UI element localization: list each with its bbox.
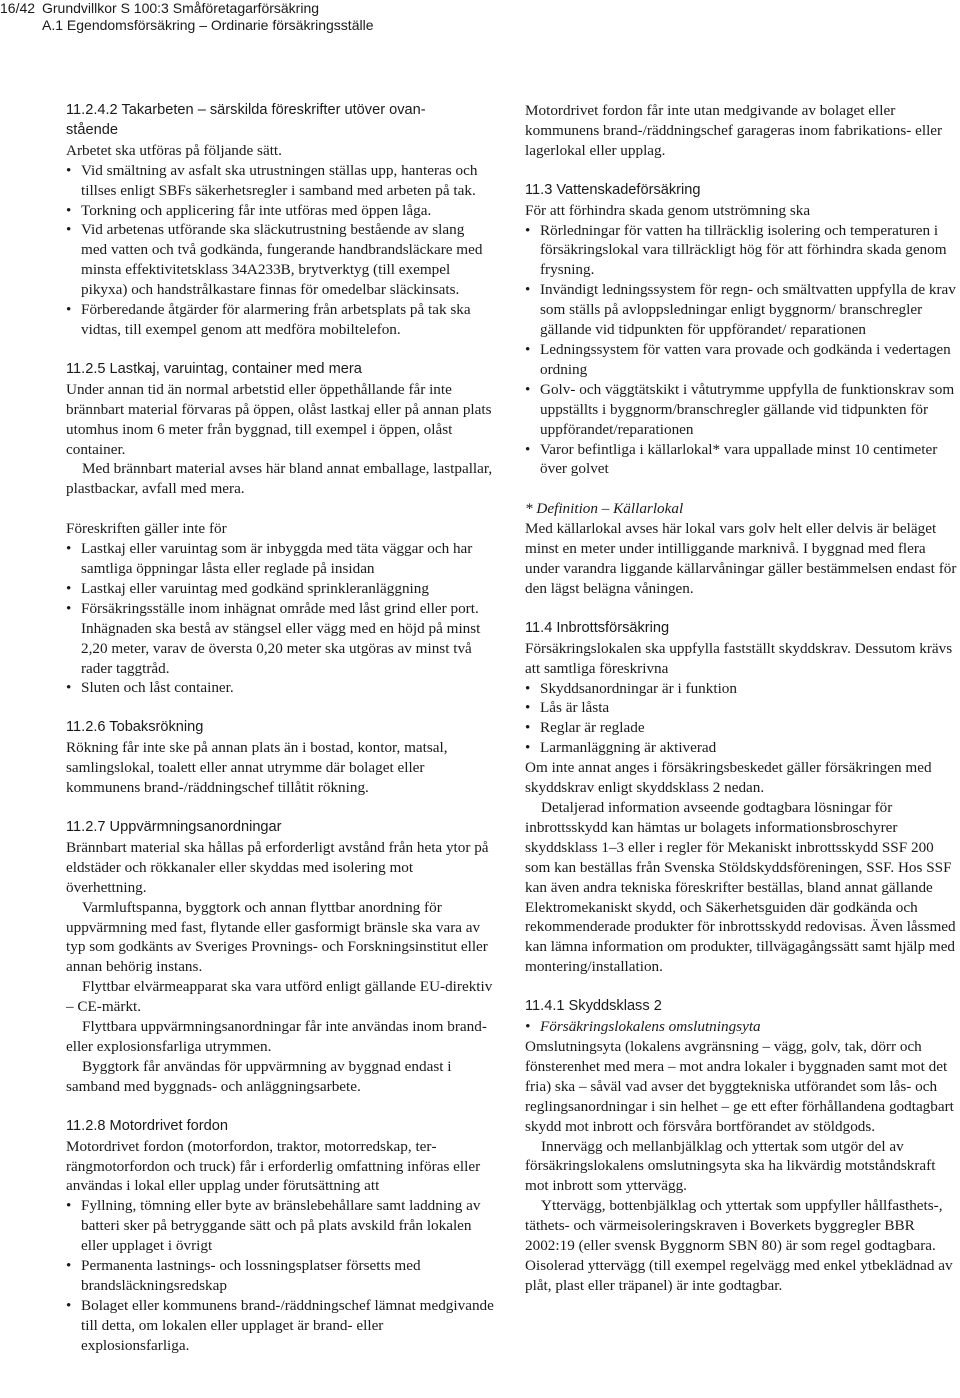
bullet-item: • Vid smältning av asfalt ska utrustningen ställas upp, hanteras och tillses enligt SBFs säkerhetsregler i samband med arbeten på tak. <box>66 161 494 201</box>
bullet-item: • Torkning och applicering får inte utföras med öppen låga. <box>66 201 494 221</box>
bullet-item: • Lås är låsta <box>525 698 960 718</box>
bullet-item: • Försäkringsställe inom inhägnat område med låst grind eller port. Inhägnaden ska bestå av stängsel eller vägg med en höjd på minst 2,20 meter, varav de översta 0,20 meter ska utgöras av minst två rader taggtråd. <box>66 599 494 679</box>
document-title: Grundvillkor S 100:3 Småföretagarförsäkring <box>42 0 320 16</box>
paragraph: För att förhindra skada genom utströmning ska <box>525 201 811 219</box>
section-heading-vattenskada: 11.3 Vattenskadeförsäkring <box>525 181 701 198</box>
section-heading-tobaksrokning: 11.2.6 Tobaksrökning <box>66 719 204 736</box>
bullet-item: • Invändigt ledningssystem för regn- och smältvatten uppfylla de krav som ställs på avloppsledningar enligt byggnorm/ branschregler gällande vid tidpunkten för uppförandet/ reparationen <box>525 280 960 340</box>
document-subtitle: A.1 Egendomsförsäkring – Ordinarie försäkringsställe <box>42 17 374 33</box>
section-heading-takarbeten-cont: stående <box>66 121 118 138</box>
bullet-item: • Lastkaj eller varuintag som är inbyggda med täta väggar och har samtliga öppningar låsta eller reglade på insidan <box>66 539 494 579</box>
page-number: 16/42 <box>0 0 36 16</box>
bullet-item: • Skyddsanordningar är i funktion <box>525 679 960 699</box>
section-heading-skyddsklass-2: 11.4.1 Skyddsklass 2 <box>525 998 662 1015</box>
paragraph: Innervägg och mellanbjälklag och yttertak som utgör del av försäkringslokalens omslutningsyta ska ha likvärdig motståndskraft mot inbrott som yttervägg. <box>525 1137 936 1195</box>
paragraph: Omslutningsyta (lokalens avgränsning – vägg, golv, tak, dörr och fönsterenhet med mera – mot andra lokaler i byggnaden samt mot det fria) ska – såväl vad avser det byggtekniska utförandet som lås- och reglingsanordningar i sin helhet – ge ett efter förhållandena godtagbart skydd mot inbrott och försvåra bortförandet av stöldgods. <box>525 1037 954 1135</box>
paragraph: Flyttbar elvärmeapparat ska vara utförd enligt gällande EU-direktiv – CE-märkt. <box>66 978 493 1016</box>
bullet-item: • Golv- och väggtätskikt i våtutrymme uppfylla de funktionskrav som uppställts i byggnorm/branschregler gällande vid tidpunkten för uppförandet/reparationen <box>525 380 960 440</box>
bullet-item: • Bolaget eller kommunens brand-/räddningschef lämnat medgivande till detta, om lokalen eller upplaget är brand- eller explosionsfarliga. <box>66 1296 494 1356</box>
bullet-item: • Larmanläggning är aktiverad <box>525 738 960 758</box>
paragraph: Försäkringslokalen ska uppfylla fastställt skyddskrav. Dessutom krävs att samtliga föreskrivna <box>525 639 953 677</box>
bullet-item: • Vid arbetenas utförande ska släckutrustning bestående av slang med vatten och två godkända, fungerande handbrandsläckare med minsta effektivitetsklass 34A233B, brytverktyg (till exempel pikyxa) och handstrålkastare finnas för omedelbar släckinsats. <box>66 220 494 300</box>
bullet-item: • Rörledningar för vatten ha tillräcklig isolering och temperaturen i försäkringslokal vara tillräckligt hög för att förhindra skada genom frysning. <box>525 221 960 281</box>
paragraph: Motordrivet fordon (motorfordon, traktor, motorredskap, terrängmotorfordon och truck) får i erforderlig omfattning införas eller användas i lokal eller upplag under förutsättning att <box>66 1137 481 1195</box>
spacer <box>525 161 960 181</box>
bullet-item: • Lastkaj eller varuintag med godkänd sprinkleranläggning <box>66 579 494 599</box>
bullet-item: • Varor befintliga i källarlokal* vara uppallade minst 10 centimeter över golvet <box>525 440 960 480</box>
paragraph: Byggtork får användas för uppvärmning av byggnad endast i samband med byggnads- och anläggningsarbete. <box>66 1057 452 1095</box>
spacer <box>525 977 960 997</box>
paragraph: Motordrivet fordon får inte utan medgivande av bolaget eller kommunens brand-/räddningschef garageras inom fabrikations- eller lagerlokal eller upplag. <box>525 102 943 159</box>
paragraph: Brännbart material ska hållas på erforderligt avstånd från heta ytor på eldstäder och rökkanaler eller skyddas med isolering mot överhettning. <box>66 838 489 896</box>
paragraph: Föreskriften gäller inte för <box>66 520 227 538</box>
paragraph: Flyttbara uppvärmningsanordningar får inte användas inom brand- eller explosionsfarliga utrymmen. <box>66 1018 487 1055</box>
section-heading-inbrott: 11.4 Inbrottsförsäkring <box>525 619 670 636</box>
paragraph: Om inte annat anges i försäkringsbeskedet gäller försäkringen med skyddskrav enligt skyddsklass 2 nedan. <box>525 759 932 797</box>
paragraph: Detaljerad information avseende godtagbara lösningar för inbrottsskydd kan hämtas ur bolagets informationsbroschyrer skyddsklass 1–3 eller i regler för Mekaniskt inbrottsskydd SSF 200 som kan beställas från Svenska Stöldskyddsföreningen, SSF. Hos SSF kan även andra tekniska föreskrifter beställas, bland annat gällande Elektromekaniskt skydd, och Säkerhetsguiden där godkända och rekommenderade produkter för inbrottsskydd redovisas. Även låssmed kan lämna information om produkter, tillvägagångssätt samt hjälp med montering/installation. <box>525 799 956 976</box>
spacer <box>66 798 494 818</box>
spacer <box>66 1097 494 1117</box>
spacer <box>66 340 494 360</box>
paragraph: Rökning får inte ske på annan plats än i bostad, kontor, matsal, samlingslokal, toalett eller annat utrymme där bolaget eller kommunens brand-/räddningschef tillåtit rökning. <box>66 739 448 797</box>
section-heading-uppvarmning: 11.2.7 Uppvärmningsanordningar <box>66 819 282 835</box>
bullet-item: • Permanenta lastnings- och lossningsplatser försetts med brandsläckningsredskap <box>66 1256 494 1296</box>
section-heading-motordrivet-fordon: 11.2.8 Motordrivet fordon <box>66 1117 228 1134</box>
spacer <box>525 599 960 619</box>
bullet-item: • Förberedande åtgärder för alarmering från arbetsplats på tak ska vidtas, till exempel genom att medföra mobiltelefon. <box>66 300 494 340</box>
paragraph: Arbetet ska utföras på följande sätt. <box>66 141 282 159</box>
bullet-item: • Ledningssystem för vatten vara provade och godkända i vedertagen ordning <box>525 340 960 380</box>
paragraph: Yttervägg, bottenbjälklag och yttertak som uppfyller hållfasthets-, täthets- och värmeisoleringskraven i Boverkets byggregler BBR 2002:19 (eller svensk Byggnorm SBN 80) är som regel godtagbara. Oisolerad yttervägg (till exempel regelvägg med enkel ytbeklädnad av plåt, plast eller träpanel) är inte godtagbar. <box>525 1197 953 1294</box>
bullet-item: • Sluten och låst container. <box>66 678 494 698</box>
section-heading-lastkaj: 11.2.5 Lastkaj, varuintag, container med mera <box>66 360 362 377</box>
section-heading-takarbeten: 11.2.4.2 Takarbeten – särskilda föreskrifter utöver ovan- <box>66 102 426 118</box>
paragraph: Varmluftspanna, byggtork och annan flyttbar anordning för uppvärmning med fast, flytande eller gasformigt bränsle ska vara av typ som godkänts av Sveriges Provnings- och Forskningsinstitut eller annan behörig instans. <box>66 898 488 976</box>
spacer <box>66 698 494 718</box>
bullet-item: • Fyllning, tömning eller byte av bränslebehållare samt laddning av batteri sker på betryggande sätt och på plats avskild från lokalen eller upplaget i övrigt <box>66 1196 494 1256</box>
paragraph: Under annan tid än normal arbetstid eller öppethållande får inte brännbart material förvaras på öppen, olåst lastkaj eller på annan plats utomhus inom 6 meter från byggnad, till exempel i öppen, olåst container. <box>66 380 492 458</box>
definition-text: Med källarlokal avses här lokal vars golv helt eller delvis är beläget minst en meter under intilliggande marknivå. I byggnad med flera under varandra liggande källarvåningar gäller bestämmelsen endast för den lägst belägna våningen. <box>525 520 957 597</box>
left-column <box>66 101 494 1356</box>
bullet-item: • Reglar är reglade <box>525 718 960 738</box>
bullet-item-subheading: • Försäkringslokalens omslutningsyta <box>525 1017 960 1037</box>
paragraph: Med brännbart material avses här bland annat emballage, lastpallar, plastbackar, avfall med mera. <box>66 460 493 498</box>
definition-title: * Definition – Källarlokal <box>525 500 684 518</box>
spacer <box>525 479 960 499</box>
spacer <box>66 499 494 519</box>
right-column <box>525 101 960 1296</box>
